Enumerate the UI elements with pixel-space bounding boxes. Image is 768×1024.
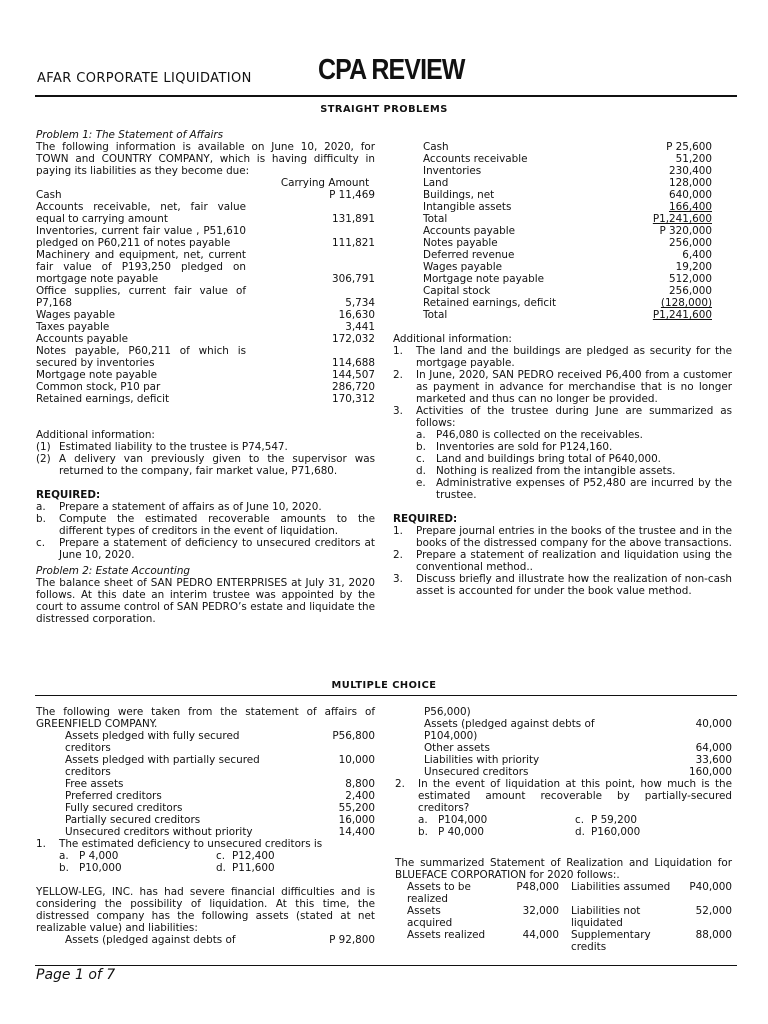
item-text: Prepare a statement of realization and liquidation using the conventional method..	[416, 549, 732, 573]
line-value: 131,891	[332, 213, 375, 225]
line-label: Mortgage note payable	[423, 273, 544, 285]
line-label: Total	[423, 309, 448, 321]
item-marker: 1.	[393, 525, 403, 537]
item-marker: b.	[36, 513, 46, 525]
problem1-additional-title: Additional information:	[36, 429, 155, 441]
item-text: Inventories are sold for P124,160.	[436, 441, 613, 453]
balance-line	[423, 237, 712, 249]
item-text: Activities of the trustee during June are summarized as follows:	[416, 405, 732, 429]
line-label: Wages payable	[36, 309, 116, 321]
line-label: Accounts payable	[36, 333, 129, 345]
choice-value: P11,600	[232, 862, 275, 874]
problem1-title: Problem 1: The Statement of Affairs	[36, 129, 224, 141]
item-text: Administrative expenses of P52,480 are incurred by the trustee.	[436, 477, 732, 501]
line-label: Cash	[423, 141, 449, 153]
cell-label: Assets acquired	[407, 905, 453, 929]
line-value: P56,800	[332, 730, 375, 742]
line-value: P 25,600	[666, 141, 712, 153]
item-marker: a.	[416, 429, 426, 441]
statement-line	[65, 778, 375, 790]
activity-item	[393, 465, 732, 477]
line-value: 3,441	[345, 321, 375, 333]
section-title-multiple-choice: MULTIPLE CHOICE	[331, 680, 437, 691]
statement-line	[36, 345, 375, 369]
line-label: Notes payable, P60,211 of which is secured by inventories	[36, 345, 246, 369]
cell-value: P40,000	[689, 881, 732, 893]
mc-right-column	[395, 706, 732, 953]
statement-line	[36, 189, 375, 201]
choice-value: P12,400	[232, 850, 275, 862]
line-value: 286,720	[332, 381, 375, 393]
choice-letter: b.	[59, 862, 69, 874]
line-label: Fully secured creditors	[65, 802, 183, 814]
line-label: Inventories, current fair value , P51,610 pledged on P60,211 of notes payable	[36, 225, 246, 249]
trustee-activities-list	[393, 429, 732, 501]
line-value: 128,000	[669, 177, 712, 189]
page-number: Page 1 of 7	[36, 967, 116, 983]
line-value: 10,000	[338, 754, 375, 766]
cell-label: Liabilities not liquidated	[571, 905, 641, 929]
line-value: (128,000)	[660, 297, 712, 309]
statement-line	[36, 309, 375, 321]
line-value: 114,688	[332, 357, 375, 369]
additional-info-item	[36, 441, 375, 453]
statement-line	[65, 790, 375, 802]
statement-line	[65, 814, 375, 826]
choice-row	[36, 850, 375, 862]
greenfield-items	[36, 730, 375, 838]
problem1-intro: The following information is available on June 10, 2020, for TOWN and COUNTRY COMPANY, which is having difficulty in paying its liabilities as they become due:	[36, 141, 375, 177]
question-2: 2. In the event of liquidation at this point, how much is the estimated amount recoverable by partially-secured creditors?	[395, 778, 732, 814]
yellowleg-continued: P56,000)	[424, 706, 471, 718]
item-marker: 2.	[393, 549, 403, 561]
statement-line	[424, 742, 732, 754]
line-value: 16,000	[338, 814, 375, 826]
line-label: Common stock, P10 par	[36, 381, 161, 393]
carrying-amount-header: Carrying Amount	[280, 177, 370, 189]
realization-row	[407, 929, 732, 953]
item-text: Estimated liability to the trustee is P74,547.	[59, 441, 288, 453]
problem1-required-list	[36, 501, 375, 561]
balance-line	[423, 297, 712, 309]
statement-line	[36, 249, 375, 285]
question-1-choices	[36, 850, 375, 874]
balance-line	[423, 141, 712, 153]
line-value: 51,200	[675, 153, 712, 165]
line-value: 2,400	[345, 790, 375, 802]
item-marker: 3.	[393, 573, 403, 585]
choice-letter: c.	[575, 814, 585, 826]
statement-line	[65, 730, 375, 754]
additional-info-item	[393, 405, 732, 429]
balance-line	[423, 309, 712, 321]
footer-rule	[35, 965, 737, 966]
line-value: 640,000	[669, 189, 712, 201]
line-value: 55,200	[338, 802, 375, 814]
line-label: Preferred creditors	[65, 790, 162, 802]
blueface-table	[395, 881, 732, 953]
item-text: Land and buildings bring total of P640,000.	[436, 453, 661, 465]
item-marker: c.	[36, 537, 46, 549]
line-label: Assets (pledged against debts of P104,000)	[424, 718, 595, 742]
cell-label: Assets to be realized	[407, 881, 471, 905]
question-1: 1. The estimated deficiency to unsecured creditors is	[36, 838, 323, 850]
yellowleg-first-item: Assets (pledged against debts of P 92,800	[65, 934, 375, 946]
item-text: Prepare journal entries in the books of the trustee and in the books of the distressed company for the above transactions.	[416, 525, 732, 549]
statement-line	[36, 333, 375, 345]
problem2-additional-list	[393, 345, 732, 429]
line-label: Unsecured creditors	[424, 766, 529, 778]
line-value: 512,000	[669, 273, 712, 285]
greenfield-intro: The following were taken from the statement of affairs of GREENFIELD COMPANY.	[36, 706, 375, 730]
choice-letter: b.	[418, 826, 428, 838]
required-item	[393, 573, 732, 597]
balance-sheet	[393, 141, 712, 321]
header-rule	[35, 95, 737, 97]
statement-line	[424, 766, 732, 778]
choice-letter: d.	[575, 826, 585, 838]
cell-value: 88,000	[695, 929, 732, 941]
line-label: Assets pledged with partially secured creditors	[65, 754, 260, 778]
balance-line	[423, 177, 712, 189]
problem2-additional-title: Additional information:	[393, 333, 512, 345]
line-value: 111,821	[332, 237, 375, 249]
balance-line	[423, 261, 712, 273]
line-label: Other assets	[424, 742, 490, 754]
line-label: Accounts receivable	[423, 153, 528, 165]
line-label: Inventories	[423, 165, 482, 177]
line-label: Mortgage note payable	[36, 369, 157, 381]
problem2-title: Problem 2: Estate Accounting	[36, 565, 191, 577]
balance-line	[423, 249, 712, 261]
line-value: 16,630	[338, 309, 375, 321]
line-label: Retained earnings, deficit	[36, 393, 170, 405]
line-value: 256,000	[669, 237, 712, 249]
line-value: P1,241,600	[652, 309, 712, 321]
item-text: The land and the buildings are pledged as security for the mortgage payable.	[416, 345, 732, 369]
line-value: 5,734	[345, 297, 375, 309]
line-label: Capital stock	[423, 285, 491, 297]
cell-label: Supplementary credits	[571, 929, 651, 953]
choice-value: P160,000	[591, 826, 641, 838]
choice-value: P104,000	[438, 814, 488, 826]
cell-value: 44,000	[522, 929, 559, 941]
line-value: 19,200	[675, 261, 712, 273]
item-marker: 3.	[393, 405, 403, 417]
item-text: In June, 2020, SAN PEDRO received P6,400 from a customer as payment in advance for merchandise that is no longer marketed and thus can no longer be provided.	[416, 369, 732, 405]
line-value: 160,000	[689, 766, 732, 778]
line-label: Total	[423, 213, 448, 225]
problem1-additional-list	[36, 441, 375, 477]
line-label: Notes payable	[423, 237, 498, 249]
line-label: Wages payable	[423, 261, 503, 273]
choice-letter: d.	[216, 862, 226, 874]
line-label: Land	[423, 177, 449, 189]
yellowleg-intro: YELLOW-LEG, INC. has had severe financial difficulties and is considering the possibility of liquidation. At this time, the distressed company has the following assets (stated at net realizable value) and liabilities:	[36, 886, 375, 934]
item-marker: d.	[416, 465, 426, 477]
mc-rule	[35, 695, 737, 696]
item-marker: a.	[36, 501, 46, 513]
cell-value: 52,000	[695, 905, 732, 917]
choice-letter: a.	[418, 814, 428, 826]
choice-row	[395, 814, 732, 826]
line-label: Retained earnings, deficit	[423, 297, 557, 309]
item-text: Prepare a statement of deficiency to unsecured creditors at June 10, 2020.	[59, 537, 375, 561]
activity-item	[393, 441, 732, 453]
line-label: Accounts payable	[423, 225, 516, 237]
required-item	[393, 525, 732, 549]
blueface-intro: The summarized Statement of Realization and Liquidation for BLUEFACE CORPORATION for 2020 follows:.	[395, 857, 732, 881]
cell-label: Assets realized	[407, 929, 486, 941]
balance-line	[423, 201, 712, 213]
balance-line	[423, 189, 712, 201]
balance-line	[423, 273, 712, 285]
item-marker: (2)	[36, 453, 51, 465]
line-value: 144,507	[332, 369, 375, 381]
line-label: Unsecured creditors without priority	[65, 826, 253, 838]
statement-line	[36, 321, 375, 333]
line-label: Liabilities with priority	[424, 754, 540, 766]
statement-line	[36, 201, 375, 225]
item-marker: (1)	[36, 441, 51, 453]
line-label: Free assets	[65, 778, 124, 790]
item-text: P46,080 is collected on the receivables.	[436, 429, 643, 441]
document-header-brand: CPA REVIEW	[318, 54, 465, 86]
line-value: 14,400	[338, 826, 375, 838]
item-text: Nothing is realized from the intangible assets.	[436, 465, 676, 477]
line-value: 64,000	[695, 742, 732, 754]
statement-line	[36, 381, 375, 393]
line-label: Office supplies, current fair value of P7,168	[36, 285, 246, 309]
line-label: Accounts receivable, net, fair value equal to carrying amount	[36, 201, 246, 225]
activity-item	[393, 453, 732, 465]
choice-letter: a.	[59, 850, 69, 862]
statement-line	[65, 802, 375, 814]
problem2-intro: The balance sheet of SAN PEDRO ENTERPRISES at July 31, 2020 follows. At this date an interim trustee was appointed by the court to assume control of SAN PEDRO’s estate and liquidate the distressed corporation.	[36, 577, 375, 625]
line-label: Assets pledged with fully secured creditors	[65, 730, 240, 754]
required-item	[393, 549, 732, 573]
realization-row	[407, 905, 732, 929]
problem1-required-title: REQUIRED:	[36, 489, 101, 501]
line-value: 306,791	[332, 273, 375, 285]
activity-item	[393, 429, 732, 441]
problem2-required-title: REQUIRED:	[393, 513, 458, 525]
line-label: Intangible assets	[423, 201, 512, 213]
line-label: Taxes payable	[36, 321, 110, 333]
activity-item	[393, 477, 732, 501]
statement-line	[65, 754, 375, 778]
problem2-required-list	[393, 525, 732, 597]
additional-info-item	[393, 345, 732, 369]
document-header-left: AFAR CORPORATE LIQUIDATION	[37, 71, 252, 86]
line-label: Cash	[36, 189, 62, 201]
line-value: 166,400	[669, 201, 712, 213]
line-value: 170,312	[332, 393, 375, 405]
choice-value: P 40,000	[438, 826, 484, 838]
cell-value: 32,000	[522, 905, 559, 917]
balance-line	[423, 213, 712, 225]
line-value: 40,000	[695, 718, 732, 730]
item-marker: 1.	[393, 345, 403, 357]
choice-value: P 59,200	[591, 814, 637, 826]
balance-line	[423, 165, 712, 177]
additional-info-item	[36, 453, 375, 477]
line-label: Deferred revenue	[423, 249, 515, 261]
statement-line	[424, 718, 732, 742]
problem1-column	[36, 129, 375, 625]
statement-line	[65, 826, 375, 838]
problem1-items	[36, 189, 375, 405]
item-marker: b.	[416, 441, 426, 453]
mc-left-column	[36, 706, 375, 946]
line-value: P 320,000	[659, 225, 712, 237]
line-value: P1,241,600	[652, 213, 712, 225]
line-label: Partially secured creditors	[65, 814, 201, 826]
choice-row	[395, 826, 732, 838]
item-marker: c.	[416, 453, 426, 465]
line-value: P 11,469	[329, 189, 375, 201]
balance-line	[423, 225, 712, 237]
item-text: Prepare a statement of affairs as of June 10, 2020.	[59, 501, 322, 513]
item-text: Compute the estimated recoverable amounts to the different types of creditors in the event of liquidation.	[59, 513, 375, 537]
line-value: 33,600	[695, 754, 732, 766]
statement-line	[36, 393, 375, 405]
statement-line	[424, 754, 732, 766]
required-item	[36, 537, 375, 561]
required-item	[36, 513, 375, 537]
line-value: 8,800	[345, 778, 375, 790]
realization-row	[407, 881, 732, 905]
item-marker: 2.	[393, 369, 403, 381]
choice-row	[36, 862, 375, 874]
item-text: A delivery van previously given to the supervisor was returned to the company, fair market value, P71,680.	[59, 453, 375, 477]
question-2-choices	[395, 814, 732, 838]
choice-value: P10,000	[79, 862, 122, 874]
problem2-column	[393, 141, 732, 597]
yellowleg-items	[395, 718, 732, 778]
statement-line	[36, 225, 375, 249]
line-value: 256,000	[669, 285, 712, 297]
choice-letter: c.	[216, 850, 226, 862]
required-item	[36, 501, 375, 513]
cell-value: P48,000	[516, 881, 559, 893]
item-marker: e.	[416, 477, 426, 489]
balance-line	[423, 285, 712, 297]
item-text: Discuss briefly and illustrate how the realization of non-cash asset is accounted for under the book value method.	[416, 573, 732, 597]
balance-line	[423, 153, 712, 165]
line-value: 230,400	[669, 165, 712, 177]
choice-value: P 4,000	[79, 850, 119, 862]
section-title-straight-problems: STRAIGHT PROBLEMS	[320, 104, 448, 115]
statement-line	[36, 369, 375, 381]
cell-label: Liabilities assumed	[571, 881, 671, 893]
statement-line	[36, 285, 375, 309]
line-value: 172,032	[332, 333, 375, 345]
line-label: Buildings, net	[423, 189, 495, 201]
line-value: 6,400	[682, 249, 712, 261]
line-label: Machinery and equipment, net, current fair value of P193,250 pledged on mortgage note payable	[36, 249, 246, 285]
additional-info-item	[393, 369, 732, 405]
